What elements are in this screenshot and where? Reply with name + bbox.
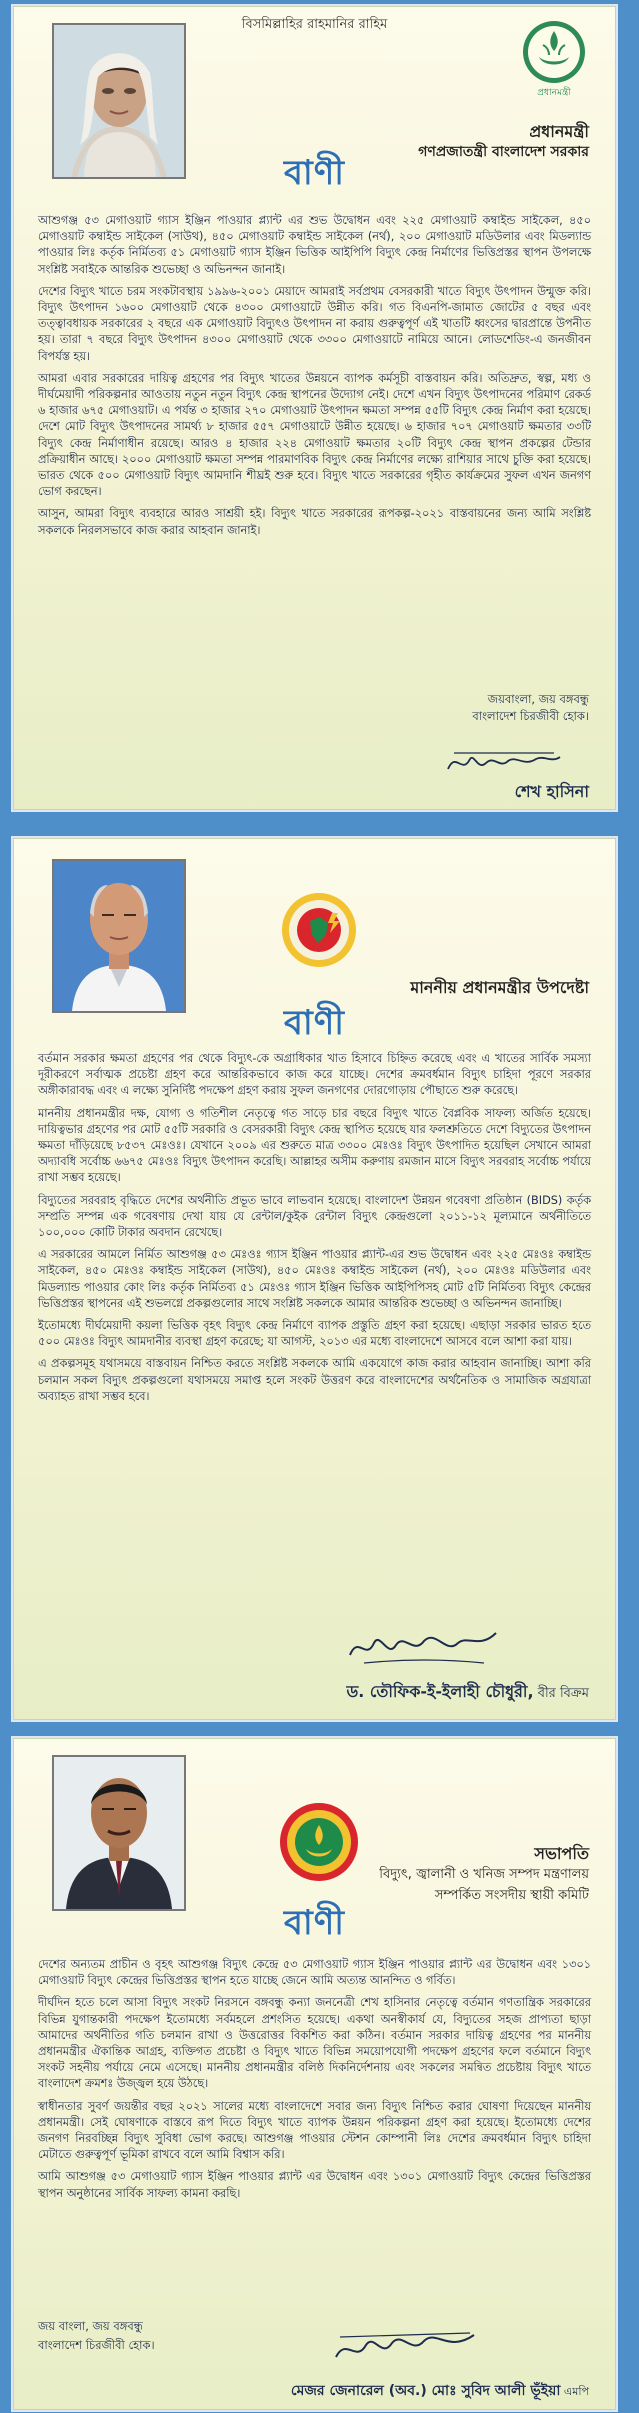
- advisor-header-block: [410, 977, 589, 998]
- chair-name: মেজর জেনারেল (অব.) মোঃ সুবিদ আলী ভূঁইয়া: [290, 2383, 561, 2399]
- pm-message-panel: [13, 6, 616, 810]
- paragraph: আমরা এবার সরকারের দায়িত্ব গ্রহণের পর বিদ্যুৎ খাতের উন্নয়নে ব্যাপক কর্মসূচী বাস্তবায়ন করি। অতিদ্রুত, স্বল্প, মধ্য ও দীর্ঘমেয়াদী পরিকল্পনার আওতায় নতুন নতুন বিদ্যুৎ কেন্দ্র স্থাপনের উদ্যোগ নেই। দেশে এখন বিদ্যুৎ উৎপাদনের পরিমাণ রেকর্ড ৬ হাজার ৬৭৫ মেগাওয়াট। এ পর্যন্ত ৩ হাজার ২৭০ মেগাওয়াট উৎপাদন ক্ষমতা সম্পন্ন ৫৫টি বিদ্যুৎ কেন্দ্র নির্মাণ করা হয়েছে। দেশে মোট বিদ্যুৎ উৎপাদনের সামর্থ্য ৮ হাজার ৫৫৭ মেগাওয়াটে উন্নীত হয়েছে। ৬ হাজার ৭০৭ মেগাওয়াট ক্ষমতার ৩৩টি বিদ্যুৎ কেন্দ্র নির্মাণাধীন রয়েছে। আরও ৪ হাজার ২২৪ মেগাওয়াট ক্ষমতার ২০টি বিদ্যুৎ কেন্দ্র স্থাপন প্রকল্পের টেন্ডার প্রক্রিয়াধীন আছে। ২০০০ মেগাওয়াট ক্ষমতা সম্পন্ন পারমাণবিক বিদ্যুৎ কেন্দ্র নির্মাণের লক্ষ্যে রাশিয়ার সাথে চুক্তি করা হয়েছে। ভারত থেকে ৫০০ মেগাওয়াট বিদ্যুৎ আমদানি শীঘ্রই শুরু হবে। বিদ্যুৎ খাতে সরকারের গৃহীত কার্যক্রমের সুফল এখন জনগণ ভোগ করছেন।: [38, 371, 591, 499]
- paragraph: বর্তমান সরকার ক্ষমতা গ্রহণের পর থেকে বিদ্যুৎ-কে অগ্রাধিকার খাত হিসাবে চিহ্নিত করেছে এবং এ খাতের সার্বিক সমস্যা দূরীকরণে সর্বাত্মক প্রচেষ্টা গ্রহণ করে আন্তরিকভাবে কাজ করে যাচ্ছে। দেশের ক্রমবর্ধমান বিদ্যুৎ চাহিদা পূরণে সরকার অঙ্গীকারাবদ্ধ এবং এ লক্ষ্যে সুনির্দিষ্ট পদক্ষেপ গ্রহণ করায় সুফল জনগণের দোরগোড়ায় পৌছাতে শুরু করেছে।: [38, 1052, 591, 1098]
- emblem-caption: প্রধানমন্ত্রী: [537, 88, 571, 98]
- advisor-role: মাননীয় প্রধানমন্ত্রীর উপদেষ্টা: [410, 978, 589, 997]
- closing-slogan: জয়বাংলা, জয় বঙ্গবন্ধু: [487, 692, 589, 706]
- committee-line: সম্পর্কিত সংসদীয় স্থায়ী কমিটি: [434, 1888, 589, 1903]
- paragraph: এ সরকারের আমলে নির্মিত আশুগঞ্জ ৫৩ মেঃওঃ গ্যাস ইঞ্জিন পাওয়ার প্ল্যান্ট-এর শুভ উদ্বোধন এবং ২২৫ মেঃওঃ কম্বাইন্ড সাইকেল, ৪৫০ মেঃওঃ কম্বাইন্ড সাইকেল (সাউথ), ৪৫০ মেঃওঃ কম্বাইন্ড সাইকেল (নর্থ), ২০০ মেঃওঃ মডিউলার এবং মিডল্যান্ড পাওয়ার কোং লিঃ কর্তৃক নির্মিতব্য ৫১ মেঃওঃ গ্যাস ইঞ্জিন ভিত্তিক আইপিপিসহ মোট ৫টি নির্মিতব্য বিদ্যুৎ কেন্দ্রের ভিত্তিপ্রস্তর স্থাপনের এই শুভলগ্নে প্রকল্পগুলোর সাথে সংশ্লিষ্ট সকলকে আমার আন্তরিক শুভেচ্ছা ও অভিনন্দন জানাচ্ছি।: [38, 1248, 591, 1310]
- chair-suffix: এমপি: [560, 2385, 589, 2398]
- paragraph: আশুগঞ্জ ৫৩ মেগাওয়াট গ্যাস ইঞ্জিন পাওয়ার প্ল্যান্ট এর শুভ উদ্বোধন এবং ২২৫ মেগাওয়াট কম্বাইন্ড সাইকেল, ৪৫০ মেগাওয়াট কম্বাইন্ড সাইকেল (সাউথ), ৪৫০ মেগাওয়াট কম্বাইন্ড সাইকেল (নর্থ), ২০০ মেগাওয়াট মডিউলার এবং মিডল্যান্ড পাওয়ার লিঃ কর্তৃক নির্মিতব্য ৫১ মেগাওয়াট গ্যাস ইঞ্জিন ভিত্তিক আইপিপি বিদ্যুৎ কেন্দ্র নির্মাণের ভিত্তিপ্রস্তর স্থাপন উপলক্ষে সংশ্লিষ্ট সবাইকে আন্তরিক শুভেচ্ছা ও অভিনন্দন জানাই।: [38, 214, 591, 276]
- advisor-signatory: [346, 1679, 589, 1706]
- ministry-line: বিদ্যুৎ, জ্বালানী ও খনিজ সম্পদ মন্ত্রণালয়: [379, 1867, 589, 1882]
- signature-image: [330, 2325, 480, 2369]
- paragraph: আমি আশুগঞ্জ ৫৩ মেগাওয়াট গ্যাস ইঞ্জিন পাওয়ার প্ল্যান্ট এর উদ্বোধন এবং ১৩০১ মেগাওয়াট বিদ্যুৎ কেন্দ্রের ভিত্তিপ্রস্তর স্থাপন অনুষ্ঠানের সার্বিক সাফল্য কামনা করছি।: [38, 2170, 591, 2200]
- advisor-portrait-photo: [52, 859, 186, 1013]
- advisor-signature: [344, 1625, 504, 1673]
- paragraph: স্বাধীনতার সুবর্ণ জয়ন্তীর বছর ২০২১ সালের মধ্যে বাংলাদেশে সবার জন্য বিদ্যুৎ নিশ্চিত করার ঘোষণা দিয়েছেন মাননীয় প্রধানমন্ত্রী। সেই ঘোষণাকে বাস্তবে রূপ দিতে বিদ্যুৎ খাতে ব্যাপক উন্নয়ন পরিকল্পনা গ্রহণ করা হয়েছে। ইতোমধ্যে দেশের জনগণ নিরবচ্ছিন্ন বিদ্যুৎ সুবিধা ভোগ করছে। আশুগঞ্জ পাওয়ার স্টেশন কোম্পানী লিঃ দেশের ক্রমবর্ধমান বিদ্যুৎ চাহিদা মেটাতে গুরুত্বপূর্ণ ভূমিকা রাখবে বলে আমি বিশ্বাস করি।: [38, 2099, 591, 2162]
- paragraph: দেশের বিদ্যুৎ খাতে চরম সংকটাবস্থায় ১৯৯৬-২০০১ মেয়াদে আমরাই সর্বপ্রথম বেসরকারী খাতে বিদ্যুৎ উৎপাদন উন্মুক্ত করি। বিদ্যুৎ উৎপাদন ১৬০০ মেগাওয়াট থেকে ৪৩০০ মেগাওয়াটে উন্নীত করি। গত বিএনপি-জামাত জোটের ৫ বছর এবং তত্ত্বাবধায়ক সরকারের ২ বছরে এক মেগাওয়াট বিদ্যুৎও উৎপাদন না করায় গুরুত্বপূর্ণ এই খাতটি ধ্বংসের দ্বারপ্রান্তে উপনীত হয়। তারা ৭ বছরে বিদ্যুৎ উৎপাদন ৪৩০০ মেগাওয়াট থেকে ৩৩০০ মেগাওয়াটে নামিয়ে আনে। লোডশেডিং-এ জনজীবন বিপর্যস্ত হয়।: [38, 284, 591, 363]
- parliament-emblem: [278, 1801, 360, 1883]
- government-name: গণপ্রজাতন্ত্রী বাংলাদেশ সরকার: [418, 144, 589, 160]
- chair-message-body: [38, 1957, 591, 2208]
- pm-closing: [14, 691, 589, 725]
- chair-role: সভাপতি: [534, 1844, 589, 1863]
- paragraph: বিদ্যুতের সরবরাহ বৃদ্ধিতে দেশের অর্থনীতি প্রভূত ভাবে লাভবান হয়েছে। বাংলাদেশ উন্নয়ন গবেষণা প্রতিষ্ঠান (BIDS) কর্তৃক সম্প্রতি সম্পন্ন এক গবেষণায় দেখা যায় যে রেন্টাল/কুইক রেন্টাল বিদ্যুৎ কেন্দ্রগুলো ২০১১-১২ মূল্যমানে অর্থনীতিতে ১০০,০০০ কোটি টাকার অবদান রেখেছে।: [38, 1193, 591, 1240]
- chair-closing: [38, 2317, 155, 2355]
- paragraph: আসুন, আমরা বিদ্যুৎ ব্যবহারে আরও সাশ্রয়ী হই। বিদ্যুৎ খাতে সরকারের রূপকল্প-২০২১ বাস্তবায়নের জন্য আমি সংশ্লিষ্ট সকলকে নিরলসভাবে কাজ করার আহবান জানাই।: [38, 507, 591, 537]
- power-division-emblem: [280, 891, 358, 969]
- advisor-name: ড. তৌফিক-ই-ইলাহী চৌধুরী,: [346, 1682, 534, 1701]
- closing-line: বাংলাদেশ চিরজীবী হোক।: [38, 2338, 155, 2352]
- advisor-message-body: [38, 1051, 591, 1411]
- paragraph: মাননীয় প্রধানমন্ত্রীর দক্ষ, যোগ্য ও গতিশীল নেতৃত্বে গত সাড়ে চার বছরে বিদ্যুৎ খাতে বৈপ্লবিক সাফল্য অর্জিত হয়েছে। দায়িত্বভার গ্রহণের পর মোট ৫৫টি সরকারি ও বেসরকারী বিদ্যুৎ কেন্দ্র স্থাপিত হয়েছে যার ফলশ্রুতিতে দেশে বিদ্যুতের উৎপাদন ক্ষমতা দাঁড়িয়েছে ৮৫৩৭ মেঃওঃ। যেখানে ২০০৯ এর শুরুতে মাত্র ৩৩০০ মেঃওঃ বিদ্যুৎ উৎপাদিত হয়েছিল সেখানে আমরা অদ্যাবধি সর্বোচ্চ ৬৬৭৫ মেঃওঃ বিদ্যুৎ উৎপাদন করেছি। আল্লাহর অসীম করুণায় রমজান মাসে বিদ্যুৎ সরবরাহ সর্বোচ্চ পর্যায়ে রাখা সম্ভব হয়েছে।: [38, 1106, 591, 1185]
- committee-chair-message-panel: [13, 1738, 616, 2410]
- message-title: বাণী: [283, 153, 346, 193]
- pm-role: প্রধানমন্ত্রী: [529, 122, 589, 141]
- closing-line: বাংলাদেশ চিরজীবী হোক।: [472, 709, 589, 723]
- message-title: বাণী: [283, 1003, 346, 1043]
- paragraph: এ প্রকল্পসমূহ যথাসময়ে বাস্তবায়ন নিশ্চিত করতে সংশ্লিষ্ট সকলকে আমি একযোগে কাজ করার আহবান জানাচ্ছি। আশা করি চলমান সকল বিদ্যুৎ প্রকল্পগুলো যথাসময়ে সমাপ্ত হলে সংকট উত্তরণ করে বাংলাদেশের অর্থনৈতিক ও সামাজিক অগ্রযাত্রা অব্যাহত রাখা সম্ভব হবে।: [38, 1357, 591, 1403]
- pm-message-body: [38, 213, 591, 545]
- signature-image: [344, 1625, 504, 1669]
- advisor-message-panel: [13, 838, 616, 1720]
- power-division-icon: [280, 891, 358, 969]
- parliament-icon: [278, 1801, 360, 1883]
- chair-portrait-photo: [52, 1755, 186, 1911]
- chair-signature: [330, 2325, 480, 2373]
- closing-slogan: জয় বাংলা, জয় বঙ্গবন্ধু: [38, 2319, 143, 2333]
- chair-signatory: [291, 2379, 589, 2403]
- message-title: বাণী: [283, 1903, 346, 1943]
- bismillah-line: বিসমিল্লাহির রাহমানির রাহিম: [241, 17, 388, 32]
- advisor-portrait-image: [54, 861, 184, 1011]
- pm-signatory-name: শেখ হাসিনা: [514, 782, 589, 801]
- paragraph: ইতোমধ্যে দীর্ঘমেয়াদী কয়লা ভিত্তিক বৃহৎ বিদ্যুৎ কেন্দ্র নির্মাণে ব্যাপক প্রস্তুতি গ্রহণ করা হয়েছে। এছাড়া সরকার ভারত হতে ৫০০ মেঃওঃ বিদ্যুৎ আমদানীর ব্যবস্থা গ্রহণ করেছে; যা আগস্ট, ২০১৩ এর মধ্যে বাংলাদেশে আসবে বলে আশা করা যায়।: [38, 1319, 591, 1349]
- signature-image: [444, 745, 564, 781]
- paragraph: দেশের অন্যতম প্রাচীন ও বৃহৎ আশুগঞ্জ বিদ্যুৎ কেন্দ্রে ৫৩ মেগাওয়াট গ্যাস ইঞ্জিন পাওয়ার প্ল্যান্ট এর উদ্বোধন এবং ১৩০১ মেগাওয়াট বিদ্যুৎ কেন্দ্রের ভিত্তিপ্রস্তর স্থাপন হতে যাচ্ছে জেনে আমি অত্যন্ত আনন্দিত ও গর্বিত।: [38, 1958, 591, 1988]
- paragraph: দীর্ঘদিন হতে চলে আসা বিদ্যুৎ সংকট নিরসনে বঙ্গবন্ধু কন্যা জননেত্রী শেখ হাসিনার নেতৃত্বে বর্তমান গণতান্ত্রিক সরকারের বিভিন্ন যুগান্তকারী পদক্ষেপ ইতোমধ্যে সর্বমহলে প্রশংসিত হয়েছে। একথা অনস্বীকার্য যে, বিদ্যুতের সহজ প্রাপ্যতা ছাড়া আমাদের অর্থনীতির গতি চলমান রাখা ও উত্তরোত্তর বিকশিত করা কঠিন। বর্তমান সরকার দায়িত্ব গ্রহণের পর মাননীয় প্রধানমন্ত্রীর ঐকান্তিক আগ্রহ, ব্যক্তিগত প্রচেষ্টা ও বিদ্যুৎ খাতে বিভিন্ন সময়োপযোগী পদক্ষেপ গ্রহণের ফলে বর্তমানে বিদ্যুৎ সংকট সহনীয় পর্যায়ে নেমে এসেছে। মাননীয় প্রধানমন্ত্রীর বলিষ্ঠ দিকনির্দেশনায় এবং সকলের সমন্বিত প্রচেষ্টায় বিদ্যুৎ খাতে বাংলাদেশ ক্রমশঃ উজ্জ্বল হয়ে উঠছে।: [38, 1996, 591, 2091]
- pm-office-emblem: [519, 19, 589, 97]
- chair-portrait-image: [54, 1757, 184, 1909]
- advisor-honorific: বীর বিক্রম: [533, 1686, 589, 1701]
